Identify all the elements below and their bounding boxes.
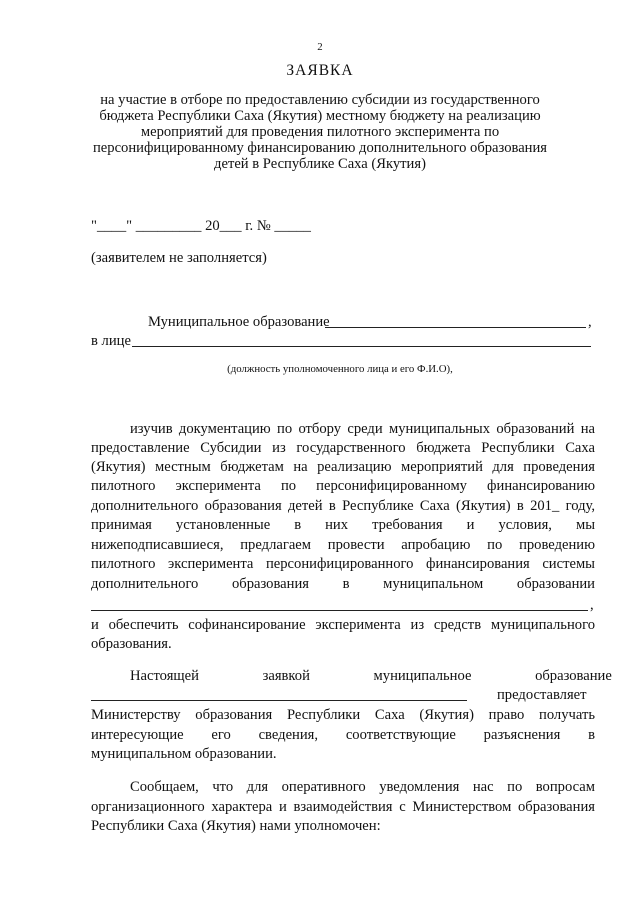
paragraph-line: организационного характера и взаимодействия с Министерством образования <box>91 799 595 815</box>
subtitle-line: мероприятий для проведения пилотного эксперимента по <box>140 124 500 140</box>
paragraph-line: Сообщаем, что для оперативного уведомления нас по вопросам <box>130 779 595 795</box>
paragraph-line: Министерству образования Республики Саха (Якутия) право получать <box>91 707 595 723</box>
person-label: в лице <box>91 333 131 349</box>
paragraph-line: интересующие его сведения, соответствующие разъяснения в <box>91 727 595 743</box>
document-title: ЗАЯВКА <box>286 62 354 79</box>
paragraph-line: пилотного эксперимента по персонифицированному финансированию <box>91 478 595 494</box>
person-blank-line <box>132 346 591 347</box>
municipality-label: Муниципальное образование <box>148 314 330 330</box>
paragraph-line: и обеспечить софинансирование эксперимента из средств муниципального <box>91 617 595 633</box>
paragraph-blank-comma: , <box>590 597 594 613</box>
paragraph-line: предоставление Субсидии из государственного бюджета Республики Саха <box>91 440 595 456</box>
paragraph-line: нижеподписавшиеся, предлагаем провести апробацию по проведению <box>91 537 595 553</box>
paragraph-line: (Якутия) местным бюджетам на реализацию мероприятий для проведения <box>91 459 595 475</box>
person-caption: (должность уполномоченного лица и его Ф.И.О), <box>227 363 453 375</box>
paragraph-line: пилотного эксперимента персонифицированного финансирования системы <box>91 556 595 572</box>
municipality-blank-line <box>325 327 586 328</box>
subtitle-line: персонифицированному финансированию дополнительного образования <box>92 140 548 156</box>
paragraph-line: предоставляет <box>497 687 587 703</box>
paragraph-line: дополнительного образования в муниципальном образовании <box>91 576 595 592</box>
subtitle-line: бюджета Республики Саха (Якутия) местному бюджету на реализацию <box>99 108 541 124</box>
not-filled-note: (заявителем не заполняется) <box>91 250 267 266</box>
paragraph-line: дополнительного образования детей в Республике Саха (Якутия) в 201_ году, <box>91 498 595 514</box>
page-number: 2 <box>317 41 323 53</box>
paragraph-blank-line <box>91 610 588 611</box>
subtitle-line: на участие в отборе по предоставлению субсидии из государственного <box>100 92 540 108</box>
paragraph-line: образования. <box>91 636 172 652</box>
subtitle-line: детей в Республике Саха (Якутия) <box>214 156 426 172</box>
provides-blank-line <box>91 700 467 701</box>
paragraph-line: муниципальном образовании. <box>91 746 277 762</box>
paragraph-line: принимая установленные в них требования и условия, мы <box>91 517 595 533</box>
paragraph-line: изучив документацию по отбору среди муниципальных образований на <box>130 421 595 437</box>
date-number-line: "____" _________ 20___ г. № _____ <box>91 218 311 234</box>
paragraph-line: Республики Саха (Якутия) нами уполномочен: <box>91 818 381 834</box>
municipality-comma: , <box>588 314 592 330</box>
paragraph-line: Настоящей заявкой муниципальное образование <box>130 668 612 684</box>
